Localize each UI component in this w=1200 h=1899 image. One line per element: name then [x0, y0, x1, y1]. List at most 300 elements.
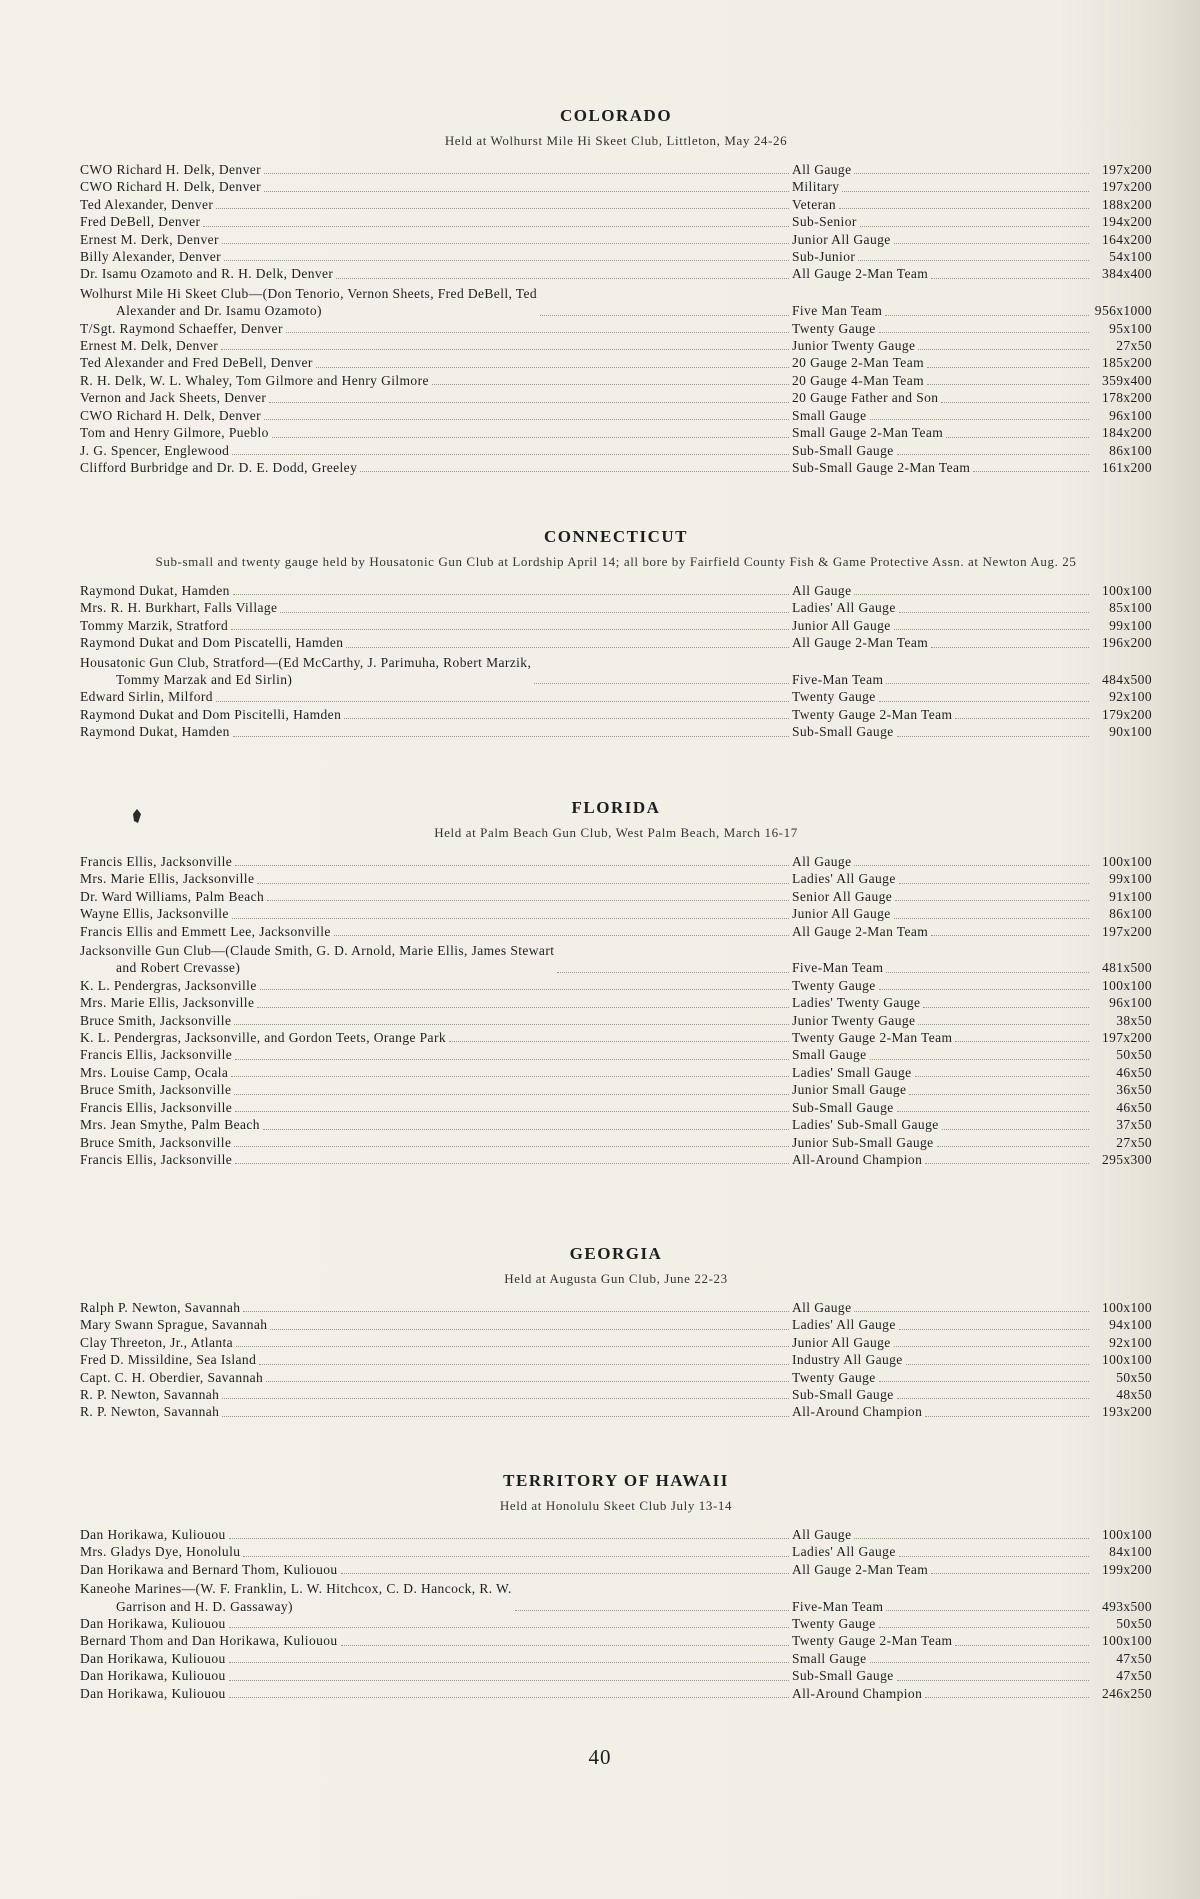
dot-leader [316, 367, 789, 368]
score: 38x50 [1116, 1012, 1152, 1028]
competitor-name: Dan Horikawa, Kuliouou [80, 1668, 226, 1684]
competitor-cell [80, 424, 792, 441]
score: 94x100 [1109, 1317, 1152, 1333]
competitor-cell [80, 1685, 792, 1702]
event-cell [792, 265, 1092, 282]
competitor-name: Ted Alexander, Denver [80, 196, 214, 212]
competitor-cell [80, 870, 792, 887]
event-name: Ladies' All Gauge [792, 1544, 896, 1560]
competitor-name: Raymond Dukat and Dom Piscitelli, Hamden [80, 706, 342, 722]
dot-leader [346, 647, 789, 648]
dot-leader [269, 402, 789, 403]
result-row [80, 706, 1152, 723]
dot-leader [264, 419, 789, 420]
event-cell [792, 1543, 1092, 1560]
dot-leader [243, 1556, 789, 1557]
event-name: Junior Twenty Gauge [792, 1012, 916, 1028]
event-cell [792, 617, 1092, 634]
event-cell [792, 337, 1092, 354]
competitor-cell [80, 994, 792, 1011]
score: 96x100 [1109, 995, 1152, 1011]
event-name: Senior All Gauge [792, 888, 893, 904]
event-cell [792, 302, 1092, 319]
score: 50x50 [1116, 1369, 1152, 1385]
results-list [80, 1526, 1152, 1702]
event-name: Junior Twenty Gauge [792, 338, 916, 354]
event-cell [792, 231, 1092, 248]
result-row [80, 1543, 1152, 1560]
event-name: Twenty Gauge [792, 320, 876, 336]
dot-leader [918, 349, 1089, 350]
score: 100x100 [1101, 854, 1152, 869]
event-name: Small Gauge 2-Man Team [792, 425, 944, 441]
score: 95x100 [1109, 320, 1152, 336]
dot-leader [899, 1329, 1089, 1330]
dot-leader [233, 594, 789, 595]
result-row [80, 213, 1152, 230]
competitor-name: Housatonic Gun Club, Stratford—(Ed McCarthy, J. Parimuha, Robert Marzik, [80, 654, 532, 670]
dot-leader [540, 315, 789, 316]
event-name: Sub-Senior [792, 214, 857, 230]
competitor-name: Ernest M. Delk, Denver [80, 338, 219, 354]
dot-leader [854, 1311, 1089, 1312]
result-row [80, 634, 1152, 651]
event-name: Five-Man Team [792, 1598, 884, 1614]
competitor-name: Francis Ellis, Jacksonville [80, 854, 233, 869]
competitor-name: Clifford Burbridge and Dr. D. E. Dodd, Greeley [80, 459, 358, 475]
competitor-cell [80, 888, 792, 905]
dot-leader [854, 865, 1089, 866]
event-cell [792, 1667, 1092, 1684]
dot-leader [860, 226, 1089, 227]
dot-leader [973, 471, 1089, 472]
dot-leader [222, 1398, 789, 1399]
dot-leader [870, 419, 1089, 420]
score: 85x100 [1109, 600, 1152, 616]
result-row [80, 870, 1152, 887]
result-row [80, 1029, 1152, 1046]
event-cell [792, 1012, 1092, 1029]
dot-leader [231, 629, 789, 630]
event-cell [792, 372, 1092, 389]
event-name: Five Man Team [792, 303, 883, 319]
dot-leader [235, 1059, 789, 1060]
event-name: Ladies' Twenty Gauge [792, 995, 921, 1011]
section-subtitle: Held at Honolulu Skeet Club July 13-14 [499, 1498, 733, 1513]
dot-leader [515, 1610, 789, 1611]
result-row [80, 285, 1152, 320]
score: 99x100 [1109, 871, 1152, 887]
event-name: Junior All Gauge [792, 617, 891, 633]
competitor-name-continued: Garrison and H. D. Gassaway) [116, 1598, 293, 1614]
competitor-name: K. L. Pendergras, Jacksonville [80, 977, 257, 993]
result-row [80, 337, 1152, 354]
result-row [80, 853, 1152, 870]
event-name: Sub-Small Gauge [792, 1099, 894, 1115]
event-name: Small Gauge [792, 1047, 867, 1063]
event-name: All Gauge 2-Man Team [792, 266, 929, 282]
dot-leader [264, 191, 789, 192]
event-name: Twenty Gauge 2-Man Team [792, 706, 953, 722]
dot-leader [286, 332, 789, 333]
result-row [80, 1526, 1152, 1543]
score: 493x500 [1101, 1598, 1152, 1614]
score: 100x100 [1101, 1633, 1152, 1649]
event-cell [792, 320, 1092, 337]
event-name: Ladies' Small Gauge [792, 1064, 912, 1080]
competitor-name: Bernard Thom and Dan Horikawa, Kuliouou [80, 1633, 338, 1649]
result-row [80, 1667, 1152, 1684]
dot-leader [224, 260, 789, 261]
event-name: 20 Gauge 2-Man Team [792, 355, 924, 371]
dot-leader [895, 900, 1089, 901]
competitor-name: CWO Richard H. Delk, Denver [80, 179, 262, 195]
competitor-cell [80, 1064, 792, 1081]
dot-leader [854, 594, 1089, 595]
competitor-cell [80, 1403, 792, 1420]
competitor-name: Fred D. Missildine, Sea Island [80, 1352, 257, 1368]
dot-leader [232, 918, 789, 919]
competitor-cell [80, 1334, 792, 1351]
event-name: All Gauge [792, 162, 852, 177]
event-name: Sub-Small Gauge 2-Man Team [792, 459, 971, 475]
dot-leader [216, 208, 789, 209]
competitor-cell [80, 617, 792, 634]
dot-leader [243, 1311, 789, 1312]
result-row [80, 905, 1152, 922]
result-row [80, 1012, 1152, 1029]
competitor-cell [80, 1543, 792, 1560]
competitor-name: Bruce Smith, Jacksonville [80, 1012, 232, 1028]
result-row [80, 320, 1152, 337]
competitor-cell [80, 1667, 792, 1684]
event-name: Junior Small Gauge [792, 1082, 907, 1098]
event-name: All Gauge 2-Man Team [792, 923, 929, 939]
competitor-cell [80, 178, 792, 195]
dot-leader [260, 989, 789, 990]
dot-leader [879, 1381, 1089, 1382]
dot-leader [897, 1111, 1089, 1112]
competitor-name: Dr. Isamu Ozamoto and R. H. Delk, Denver [80, 266, 334, 282]
event-cell [792, 161, 1092, 178]
score: 164x200 [1101, 231, 1152, 247]
event-name: Sub-Small Gauge [792, 442, 894, 458]
result-row [80, 1134, 1152, 1151]
dot-leader [886, 683, 1089, 684]
event-name: Small Gauge [792, 1650, 867, 1666]
competitor-cell [80, 1386, 792, 1403]
score: 100x100 [1101, 1527, 1152, 1542]
competitor-cell [80, 1081, 792, 1098]
dot-leader [854, 173, 1089, 174]
competitor-cell [80, 337, 792, 354]
page-number: 40 [588, 1745, 612, 1769]
competitor-name: Dr. Ward Williams, Palm Beach [80, 888, 265, 904]
dot-leader [946, 437, 1089, 438]
competitor-name: Mary Swann Sprague, Savannah [80, 1317, 268, 1333]
result-row [80, 1316, 1152, 1333]
dot-leader [234, 1146, 789, 1147]
event-name: All Gauge [792, 583, 852, 598]
competitor-name: Vernon and Jack Sheets, Denver [80, 390, 267, 406]
event-name: 20 Gauge Father and Son [792, 390, 939, 406]
dot-leader [931, 647, 1089, 648]
dot-leader [232, 454, 789, 455]
event-cell [792, 905, 1092, 922]
score: 47x50 [1116, 1668, 1152, 1684]
competitor-name: R. P. Newton, Savannah [80, 1404, 220, 1420]
result-row [80, 372, 1152, 389]
score: 100x100 [1101, 583, 1152, 598]
score: 99x100 [1109, 617, 1152, 633]
dot-leader [870, 1662, 1089, 1663]
competitor-cell [80, 923, 792, 940]
event-cell [792, 582, 1092, 599]
competitor-name: Fred DeBell, Denver [80, 214, 201, 230]
event-cell [792, 389, 1092, 406]
result-row [80, 888, 1152, 905]
score: 46x50 [1116, 1099, 1152, 1115]
competitor-name: Wolhurst Mile Hi Skeet Club—(Don Tenorio, Vernon Sheets, Fred DeBell, Ted [80, 285, 538, 301]
score: 197x200 [1101, 162, 1152, 177]
dot-leader [955, 718, 1089, 719]
result-row [80, 178, 1152, 195]
event-name: Sub-Junior [792, 249, 856, 265]
competitor-name: Mrs. R. H. Burkhart, Falls Village [80, 600, 278, 616]
event-name: Small Gauge [792, 407, 867, 423]
dot-leader [259, 1364, 789, 1365]
competitor-cell [80, 320, 792, 337]
dot-leader [344, 718, 789, 719]
event-cell [792, 1299, 1092, 1316]
result-row [80, 1561, 1152, 1578]
event-name: Ladies' All Gauge [792, 1317, 896, 1333]
competitor-name-continued: and Robert Crevasse) [116, 960, 241, 976]
dot-leader [931, 935, 1089, 936]
event-cell [792, 1046, 1092, 1063]
competitor-name-continued: Alexander and Dr. Isamu Ozamoto) [116, 303, 322, 319]
event-name: Industry All Gauge [792, 1352, 903, 1368]
dot-leader [270, 1329, 789, 1330]
dot-leader [906, 1364, 1089, 1365]
dot-leader [229, 1662, 789, 1663]
section-florida [80, 798, 1152, 1168]
dot-leader [894, 629, 1089, 630]
competitor-cell [80, 634, 792, 651]
event-cell [792, 1316, 1092, 1333]
event-cell [792, 1369, 1092, 1386]
competitor-cell [80, 1299, 792, 1316]
dot-leader [842, 191, 1089, 192]
competitor-cell [80, 372, 792, 389]
dot-leader [272, 437, 789, 438]
section-title: COLORADO [559, 106, 673, 125]
event-name: Junior All Gauge [792, 906, 891, 922]
section-subtitle: Sub-small and twenty gauge held by Housatonic Gun Club at Lordship April 14; all bore by Fairfield County Fish & Game Protective Assn. at Newton Aug. 25 [155, 554, 1077, 569]
dot-leader [925, 1697, 1089, 1698]
dot-leader [854, 1538, 1089, 1539]
competitor-name: Bruce Smith, Jacksonville [80, 1082, 232, 1098]
dot-leader [229, 1680, 789, 1681]
score: 100x100 [1101, 977, 1152, 993]
event-name: Sub-Small Gauge [792, 1387, 894, 1403]
competitor-cell [80, 1134, 792, 1151]
score: 86x100 [1109, 906, 1152, 922]
event-cell [792, 442, 1092, 459]
dot-leader [941, 402, 1089, 403]
competitor-cell [80, 161, 792, 178]
dot-leader [257, 883, 789, 884]
competitor-cell [80, 1351, 792, 1368]
score: 46x50 [1116, 1064, 1152, 1080]
event-name: Military [792, 179, 840, 195]
dot-leader [894, 243, 1089, 244]
competitor-cell [80, 1046, 792, 1063]
result-row [80, 196, 1152, 213]
event-cell [792, 1598, 1092, 1615]
result-row [80, 1046, 1152, 1063]
competitor-cell [80, 248, 792, 265]
section-title: TERRITORY OF HAWAII [503, 1471, 729, 1490]
dot-leader [927, 367, 1089, 368]
dot-leader [341, 1645, 789, 1646]
score: 92x100 [1109, 1334, 1152, 1350]
competitor-name: Raymond Dukat, Hamden [80, 724, 230, 740]
dot-leader [235, 1163, 789, 1164]
score: 84x100 [1109, 1544, 1152, 1560]
competitor-cell [80, 853, 792, 870]
event-cell [792, 1615, 1092, 1632]
score: 91x100 [1109, 888, 1152, 904]
result-row [80, 994, 1152, 1011]
event-cell [792, 853, 1092, 870]
result-row [80, 617, 1152, 634]
event-cell [792, 723, 1092, 740]
competitor-cell [80, 1580, 792, 1615]
dot-leader [909, 1094, 1089, 1095]
event-name: Sub-Small Gauge [792, 1668, 894, 1684]
score: 54x100 [1109, 249, 1152, 265]
dot-leader [858, 260, 1089, 261]
event-cell [792, 1650, 1092, 1667]
score: 179x200 [1101, 706, 1152, 722]
event-cell [792, 1526, 1092, 1543]
competitor-name: Dan Horikawa, Kuliouou [80, 1650, 226, 1666]
dot-leader [839, 208, 1089, 209]
result-row [80, 1403, 1152, 1420]
score: 185x200 [1101, 355, 1152, 371]
dot-leader [231, 1076, 789, 1077]
score: 481x500 [1101, 960, 1152, 976]
competitor-name: Mrs. Louise Camp, Ocala [80, 1064, 229, 1080]
result-row [80, 1369, 1152, 1386]
competitor-cell [80, 354, 792, 371]
dot-leader [222, 243, 789, 244]
result-row [80, 1081, 1152, 1098]
dot-leader [918, 1024, 1089, 1025]
dot-leader [955, 1041, 1089, 1042]
section-connecticut [80, 527, 1152, 741]
dot-leader [879, 701, 1089, 702]
competitor-cell [80, 905, 792, 922]
dot-leader [925, 1163, 1089, 1164]
dot-leader [229, 1627, 789, 1628]
event-cell [792, 1099, 1092, 1116]
dot-leader [894, 1346, 1089, 1347]
competitor-name: J. G. Spencer, Englewood [80, 442, 230, 458]
competitor-cell [80, 582, 792, 599]
competitor-name: Francis Ellis, Jacksonville [80, 1099, 233, 1115]
event-cell [792, 354, 1092, 371]
event-name: Ladies' All Gauge [792, 600, 896, 616]
section-subtitle: Held at Augusta Gun Club, June 22-23 [504, 1271, 728, 1286]
event-name: Ladies' Sub-Small Gauge [792, 1117, 939, 1133]
dot-leader [925, 1416, 1089, 1417]
competitor-name: Mrs. Marie Ellis, Jacksonville [80, 871, 255, 887]
dot-leader [234, 1094, 789, 1095]
score: 50x50 [1116, 1047, 1152, 1063]
result-row [80, 688, 1152, 705]
event-cell [792, 634, 1092, 651]
event-cell [792, 1561, 1092, 1578]
dot-leader [222, 1416, 789, 1417]
dot-leader [870, 1059, 1089, 1060]
result-row [80, 723, 1152, 740]
dot-leader [886, 972, 1089, 973]
result-row [80, 442, 1152, 459]
dot-leader [280, 612, 789, 613]
event-cell [792, 1064, 1092, 1081]
score: 184x200 [1101, 425, 1152, 441]
dot-leader [955, 1645, 1089, 1646]
dot-leader [257, 1007, 789, 1008]
dot-leader [899, 883, 1089, 884]
event-name: Junior Sub-Small Gauge [792, 1134, 934, 1150]
score: 197x200 [1101, 923, 1152, 939]
competitor-cell [80, 1316, 792, 1333]
event-cell [792, 599, 1092, 616]
score: 956x1000 [1094, 303, 1152, 319]
event-cell [792, 1403, 1092, 1420]
competitor-cell [80, 599, 792, 616]
competitor-cell [80, 1632, 792, 1649]
competitor-name: Kaneohe Marines—(W. F. Franklin, L. W. Hitchcox, C. D. Hancock, R. W. [80, 1581, 512, 1597]
competitor-name: Edward Sirlin, Milford [80, 689, 213, 705]
dot-leader [235, 1111, 789, 1112]
competitor-name: Raymond Dukat, Hamden [80, 583, 230, 598]
score: 178x200 [1101, 390, 1152, 406]
competitor-name: Raymond Dukat and Dom Piscatelli, Hamden [80, 635, 344, 651]
score: 295x300 [1101, 1151, 1152, 1167]
event-name: All-Around Champion [792, 1404, 923, 1420]
competitor-name: Ted Alexander and Fred DeBell, Denver [80, 355, 313, 371]
event-name: All Gauge [792, 854, 852, 869]
event-cell [792, 671, 1092, 688]
result-row [80, 654, 1152, 689]
event-name: Five-Man Team [792, 672, 884, 688]
event-cell [792, 424, 1092, 441]
result-row [80, 1064, 1152, 1081]
dot-leader [336, 278, 789, 279]
dot-leader [264, 173, 789, 174]
result-row [80, 1151, 1152, 1168]
dot-leader [894, 918, 1089, 919]
dot-leader [221, 349, 789, 350]
result-row [80, 1116, 1152, 1133]
score: 100x100 [1101, 1352, 1152, 1368]
dot-leader [235, 865, 789, 866]
event-cell [792, 1116, 1092, 1133]
